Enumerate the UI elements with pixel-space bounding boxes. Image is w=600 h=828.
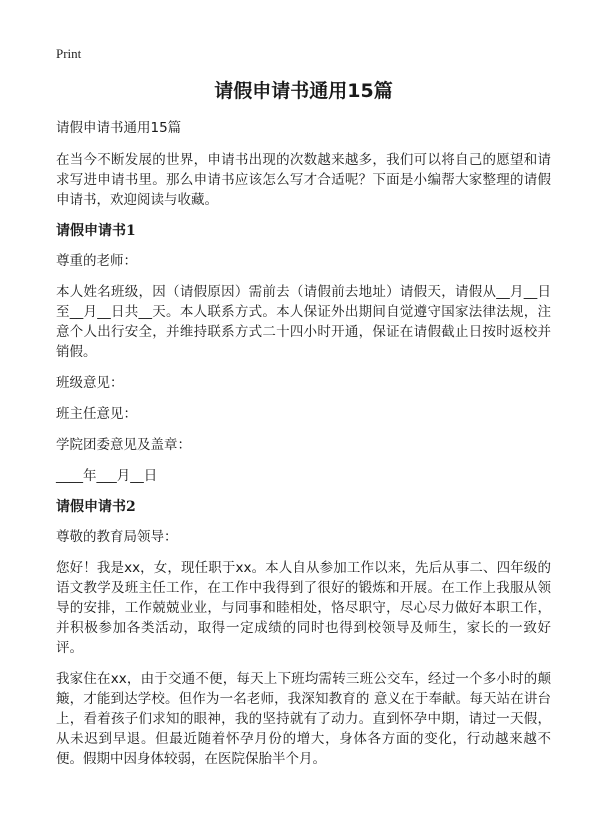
teacher-opinion-label: 班主任意见： (56, 406, 137, 422)
salutation: 尊敬的教育局领导： (56, 529, 178, 545)
committee-opinion-label: 学院团委意见及盖章： (56, 437, 191, 453)
section-heading-2: 请假申请书2 (56, 499, 136, 515)
body-paragraph: 我家住在xx，由于交通不便，每天上下班均需转三班公交车，经过一个多小时的颠簸，才能到达学校。但作为一名老师，我深知教育的 意义在于奉献。每天站在讲台上，看着孩子们求知的眼神，我的坚持就有了动力。直到怀孕中期，请过一天假，从未迟到早退。但最近随着怀孕月份的增大，身体各方面的变化，行动越来越不便。假期中因身体较弱，在医院保胎半个月。 (56, 671, 551, 767)
print-link[interactable]: Print (56, 46, 82, 61)
intro-paragraph: 在当今不断发展的世界，申请书出现的次数越来越多，我们可以将自己的愿望和请求写进申请书里。那么申请书应该怎么写才合适呢？下面是小编帮大家整理的请假申请书，欢迎阅读与收藏。 (56, 152, 551, 208)
document-body (56, 78, 551, 780)
salutation: 尊重的老师： (56, 253, 137, 269)
body-paragraph: 本人姓名班级，因（请假原因）需前去（请假前去地址）请假天，请假从__月__日至__月__日共__天。本人联系方式。本人保证外出期间自觉遵守国家法律法规，注意个人出行安全，并维持联系方式二十四小时开通，保证在请假截止日按时返校并销假。 (56, 284, 551, 360)
document-subtitle: 请假申请书通用15篇 (56, 120, 182, 136)
date-line: ____年___月__日 (56, 468, 158, 484)
page-title: 请假申请书通用15篇 (214, 80, 393, 102)
class-opinion-label: 班级意见： (56, 375, 124, 391)
body-paragraph: 您好！我是xx，女，现任职于xx。本人自从参加工作以来，先后从事二、四年级的语文教学及班主任工作，在工作中我得到了很好的锻炼和开展。在工作上我服从领导的安排，工作兢兢业业，与同事和睦相处，恪尽职守，尽心尽力做好本职工作，并积极参加各类活动，取得一定成绩的同时也得到校领导及师生，家长的一致好评。 (56, 560, 551, 656)
section-heading-1: 请假申请书1 (56, 223, 136, 239)
